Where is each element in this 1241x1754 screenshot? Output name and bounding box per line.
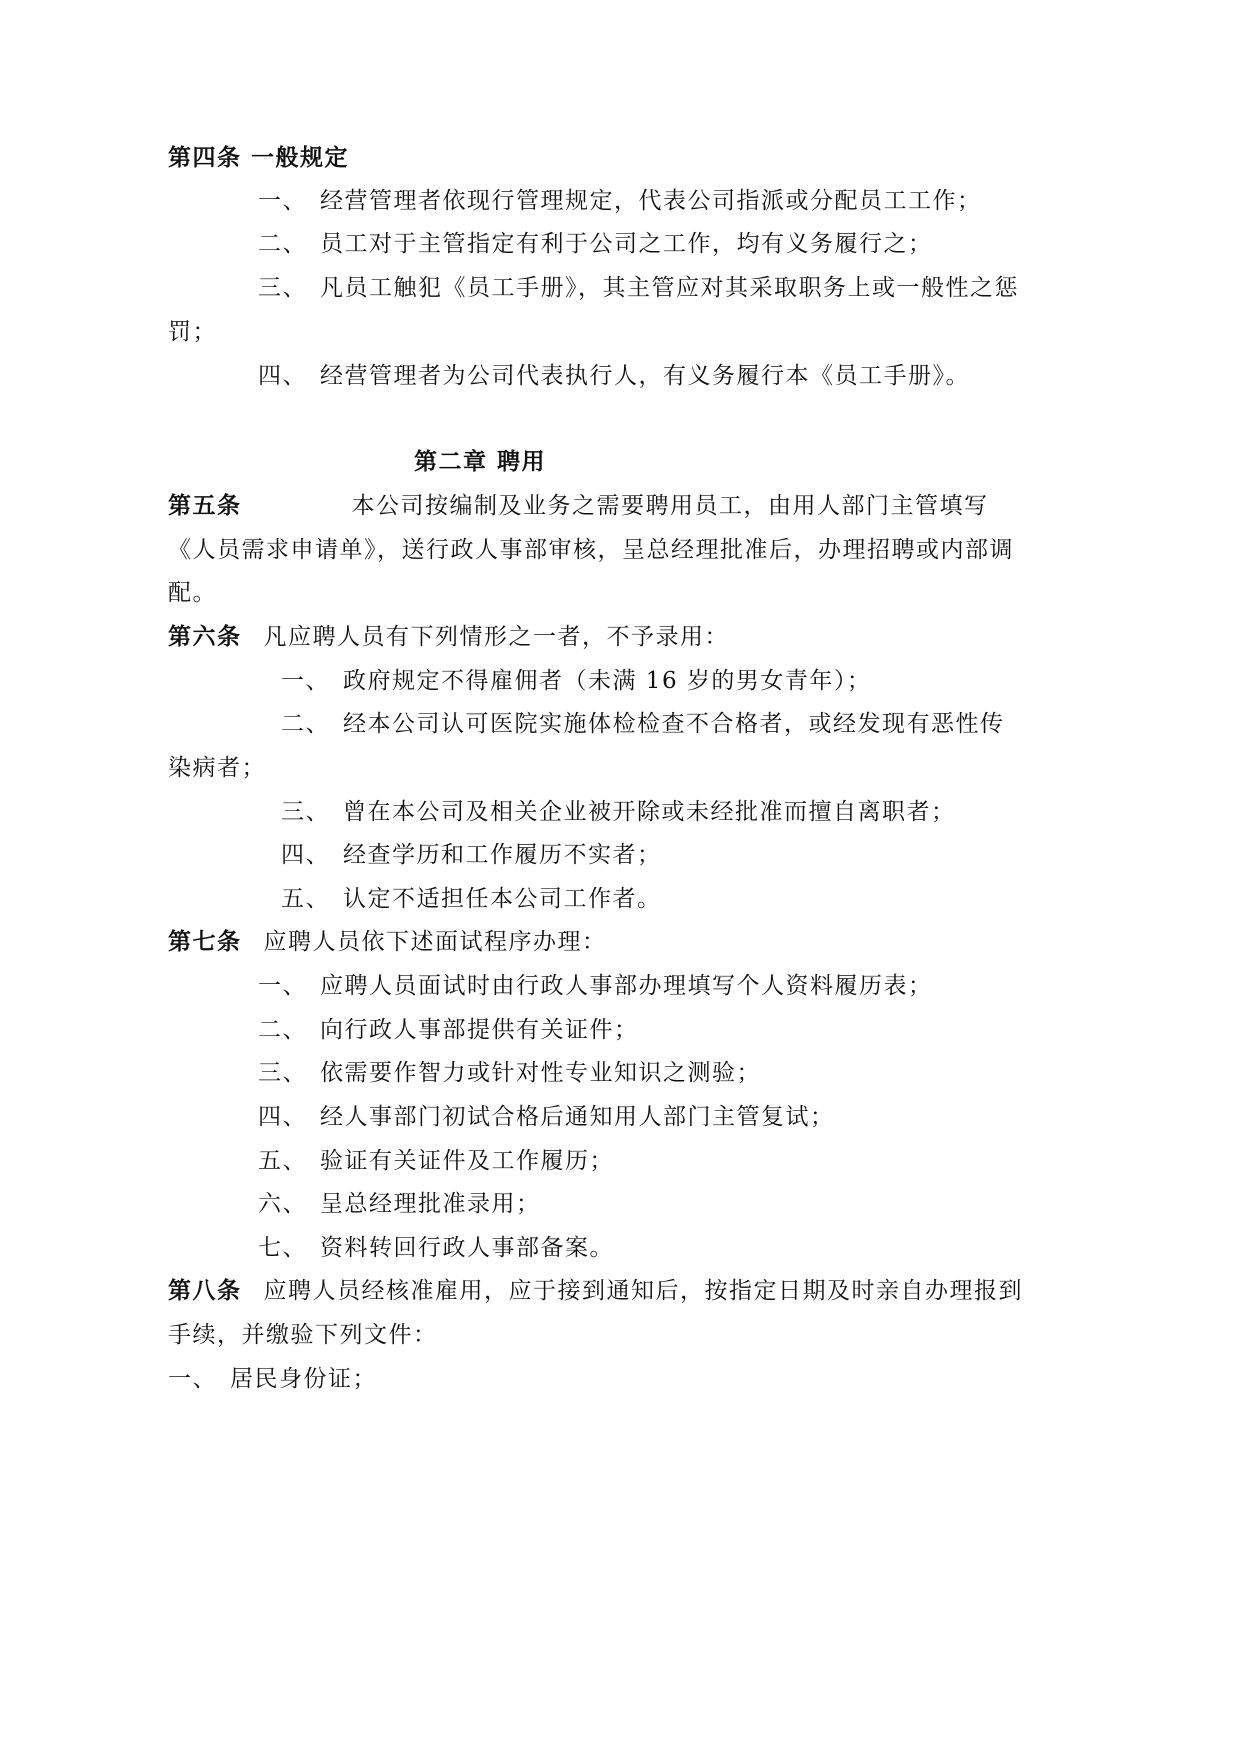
item-number: 二、 — [258, 231, 307, 257]
list-item — [281, 884, 662, 914]
item-text: 应聘人员面试时由行政人事部办理填写个人资料履历表； — [320, 973, 933, 999]
article-6-label: 第六条 — [168, 624, 242, 650]
article-8-text: 应聘人员经核准雇用，应于接到通知后，按指定日期及时亲自办理报到 — [263, 1278, 1023, 1304]
list-item — [258, 1015, 639, 1045]
list-item — [258, 1102, 835, 1132]
item-number: 三、 — [258, 1060, 307, 1086]
item-text: 经营管理者依现行管理规定，代表公司指派或分配员工工作； — [320, 188, 982, 214]
item-text: 向行政人事部提供有关证件； — [320, 1017, 639, 1043]
article-6-intro: 凡应聘人员有下列情形之一者，不予录用： — [263, 624, 729, 650]
list-item — [281, 709, 1005, 739]
article-5-line: 配。 — [168, 580, 217, 606]
article-5-line: 《人员需求申请单》，送行政人事部审核，呈总经理批准后，办理招聘或内部调 — [168, 537, 1014, 563]
item-number: 一、 — [258, 188, 307, 214]
item-text: 凡员工触犯《员工手册》，其主管应对其采取职务上或一般性之惩 — [320, 275, 1019, 301]
item-number: 四、 — [281, 842, 330, 868]
article-5-line — [168, 491, 989, 521]
list-item — [258, 971, 933, 1001]
item-text: 验证有关证件及工作履历； — [320, 1148, 614, 1174]
item-text: 经查学历和工作履历不实者； — [343, 842, 662, 868]
list-item-continuation: 染病者； — [168, 755, 266, 781]
item-text: 呈总经理批准录用； — [320, 1191, 541, 1217]
item-number: 七、 — [258, 1235, 307, 1261]
list-item — [258, 229, 933, 259]
item-number: 三、 — [258, 275, 307, 301]
item-number: 四、 — [258, 363, 307, 389]
article-5-text: 本公司按编制及业务之需要聘用员工，由用人部门主管填写 — [351, 493, 989, 519]
item-text: 经营管理者为公司代表执行人，有义务履行本《员工手册》。 — [320, 363, 970, 389]
list-item-continuation: 罚； — [168, 319, 217, 345]
item-text: 认定不适担任本公司工作者。 — [343, 886, 662, 912]
article-5-label: 第五条 — [168, 493, 242, 519]
item-text: 员工对于主管指定有利于公司之工作，均有义务履行之； — [320, 231, 933, 257]
item-number: 五、 — [281, 886, 330, 912]
item-text: 曾在本公司及相关企业被开除或未经批准而擅自离职者； — [343, 799, 956, 825]
item-text: 居民身份证； — [230, 1366, 377, 1392]
list-item — [168, 1364, 377, 1394]
list-item — [258, 1058, 761, 1088]
item-number: 一、 — [168, 1366, 217, 1392]
article-7-line — [168, 927, 607, 957]
article-8-label: 第八条 — [168, 1278, 242, 1304]
item-text: 资料转回行政人事部备案。 — [320, 1235, 614, 1261]
article-8-line — [168, 1276, 1023, 1306]
list-item — [258, 1189, 541, 1219]
list-item — [281, 840, 662, 870]
list-item — [258, 1146, 614, 1176]
article-4-heading: 第四条 一般规定 — [168, 145, 350, 171]
article-6-line — [168, 622, 729, 652]
list-item — [258, 1233, 614, 1263]
list-item — [258, 186, 982, 216]
list-item — [281, 666, 871, 696]
item-text: 依需要作智力或针对性专业知识之测验； — [320, 1060, 761, 1086]
item-number: 三、 — [281, 799, 330, 825]
article-8-line: 手续，并缴验下列文件： — [168, 1322, 438, 1348]
item-number: 一、 — [258, 973, 307, 999]
item-text: 政府规定不得雇佣者（未满 16 岁的男女青年）； — [343, 668, 872, 694]
item-number: 一、 — [281, 668, 330, 694]
chapter-title: 第二章 聘用 — [414, 449, 547, 475]
item-number: 六、 — [258, 1191, 307, 1217]
item-number: 二、 — [258, 1017, 307, 1043]
list-item — [258, 273, 1019, 303]
list-item — [258, 361, 970, 391]
article-7-label: 第七条 — [168, 929, 242, 955]
article-7-intro: 应聘人员依下述面试程序办理： — [263, 929, 607, 955]
item-text: 经人事部门初试合格后通知用人部门主管复试； — [320, 1104, 835, 1130]
item-number: 五、 — [258, 1148, 307, 1174]
item-number: 二、 — [281, 711, 330, 737]
list-item — [281, 797, 956, 827]
item-number: 四、 — [258, 1104, 307, 1130]
item-text: 经本公司认可医院实施体检检查不合格者，或经发现有恶性传 — [343, 711, 1005, 737]
